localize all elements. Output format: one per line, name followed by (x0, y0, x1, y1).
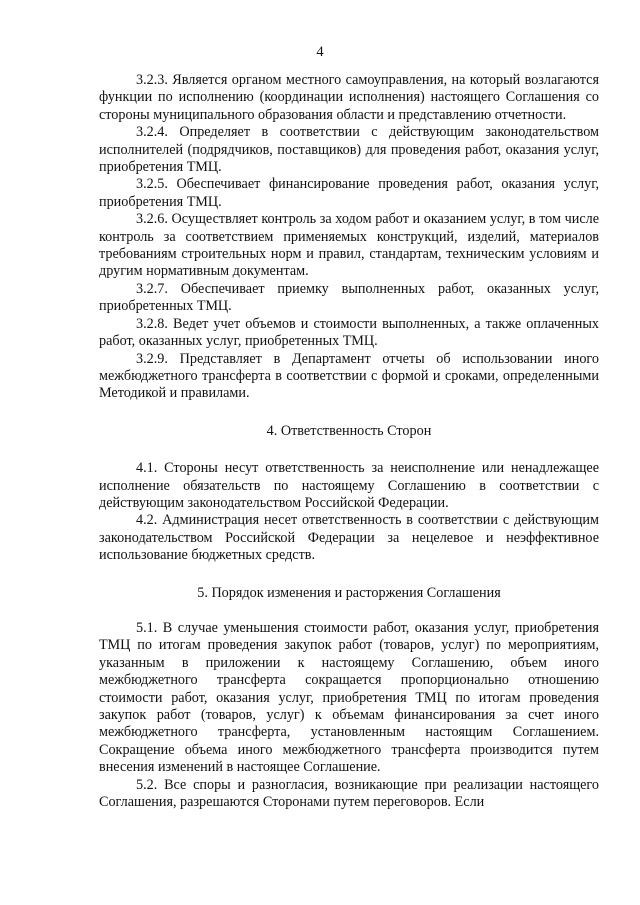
paragraph-3-2-7: 3.2.7. Обеспечивает приемку выполненных работ, оказанных услуг, приобретенных ТМЦ. (99, 280, 599, 315)
paragraph-5-1: 5.1. В случае уменьшения стоимости работ, оказания услуг, приобретения ТМЦ по итогам проведения закупок работ (товаров, услуг) по мероприятиям, указанным в приложении к настоящему Соглашению, объем иного межбюджетного трансферта сокращается пропорционально отношению стоимости работ, оказания услуг, приобретения ТМЦ по итогам проведения закупок работ (товаров, услуг) к объемам финансирования за счет иного межбюджетного трансферта, установленным настоящим Соглашением. Сокращение объема иного межбюджетного трансферта производится путем внесения изменений в настоящее Соглашение. (99, 619, 599, 776)
paragraph-3-2-3: 3.2.3. Является органом местного самоуправления, на который возлагаются функции по исполнению (координации исполнения) настоящего Соглашения со стороны муниципального образования области и представлению отчетности. (99, 72, 599, 123)
page-number: 4 (316, 44, 324, 60)
paragraph-3-2-4: 3.2.4. Определяет в соответствии с действующим законодательством исполнителей (подрядчиков, поставщиков) для проведения работ, оказания услуг, приобретения ТМЦ. (99, 124, 599, 176)
paragraph-3-2-6: 3.2.6. Осуществляет контроль за ходом работ и оказанием услуг, в том числе контроль за соответствием применяемых конструкций, изделий, материалов требованиям строительных норм и правил, стандартам, техническим условиям и другим нормативным документам. (99, 211, 599, 280)
paragraph-3-2-8: 3.2.8. Ведет учет объемов и стоимости выполненных, а также оплаченных работ, оказанных услуг, приобретенных ТМЦ. (99, 315, 599, 350)
paragraph-5-2: 5.2. Все споры и разногласия, возникающие при реализации настоящего Соглашения, разрешаются Сторонами путем переговоров. Если (99, 776, 599, 811)
section-4-heading: 4. Ответственность Сторон (266, 422, 432, 439)
document-body (99, 72, 599, 811)
paragraph-4-1: 4.1. Стороны несут ответственность за неисполнение или ненадлежащее исполнение обязательств по настоящему Соглашению в соответствии с действующим законодательством Российской Федерации. (99, 460, 599, 511)
paragraph-4-2: 4.2. Администрация несет ответственность в соответствии с действующим законодательством Российской Федерации за нецелевое и неэффективное использование бюджетных средств. (99, 512, 599, 564)
section-5-heading: 5. Порядок изменения и расторжения Соглашения (197, 584, 501, 601)
paragraph-3-2-5: 3.2.5. Обеспечивает финансирование проведения работ, оказания услуг, приобретения ТМЦ. (99, 176, 599, 210)
paragraph-3-2-9: 3.2.9. Представляет в Департамент отчеты об использовании иного межбюджетного трансферта в соответствии с формой и сроками, определенными Методикой и правилами. (99, 350, 599, 402)
